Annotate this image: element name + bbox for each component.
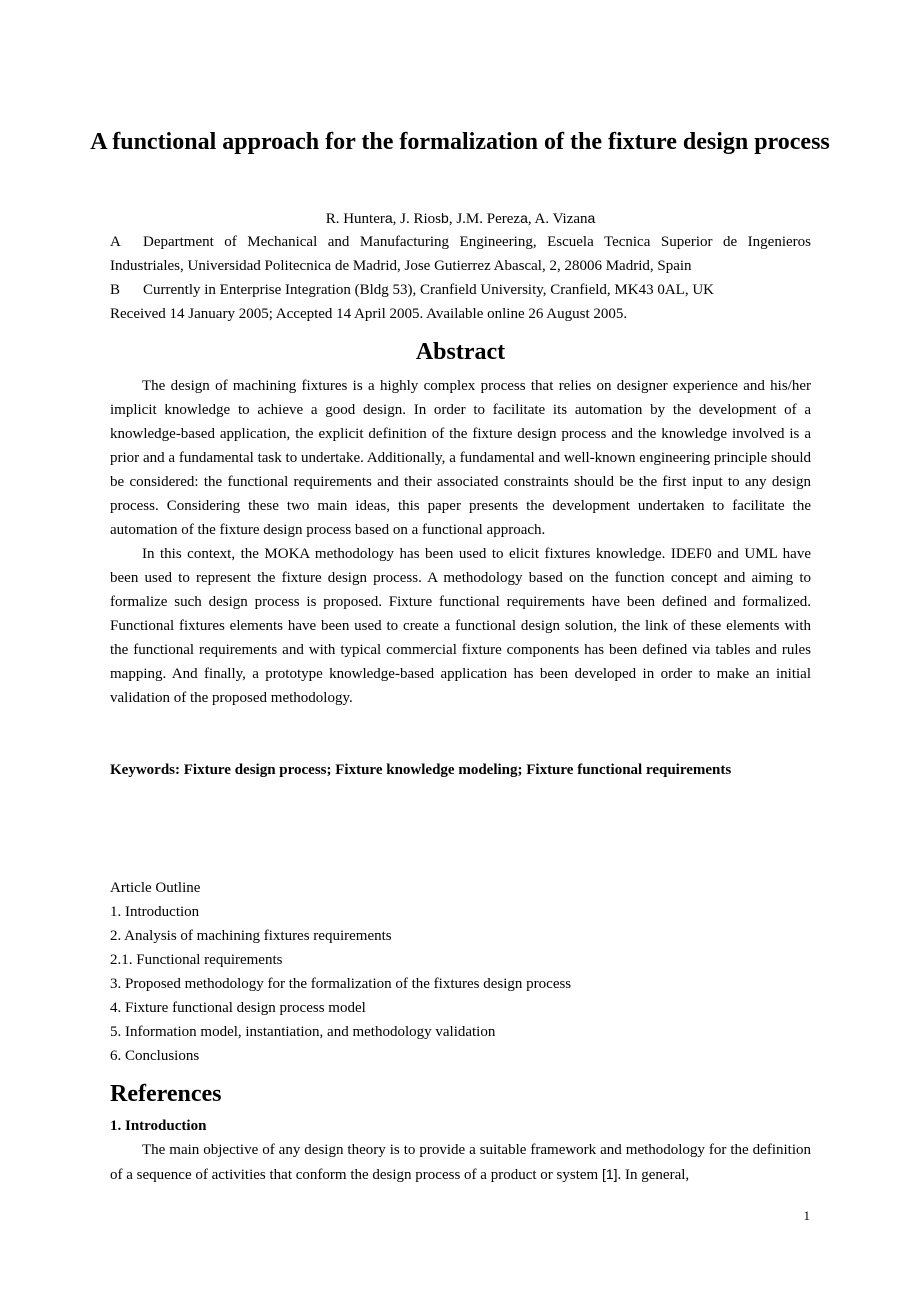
outline-item: 1. Introduction <box>110 904 200 920</box>
outline-item: 6. Conclusions <box>110 1048 200 1064</box>
paper-title: A functional approach for the formalization of the fixture design process <box>90 129 830 155</box>
author-name: , J.M. Perez <box>448 211 521 227</box>
author-affiliation-mark: a <box>384 210 393 226</box>
affiliation-label: A <box>110 234 121 250</box>
references-heading: References <box>110 1081 222 1107</box>
outline-item: 4. Fixture functional design process model <box>110 1000 366 1016</box>
outline-item: 2. Analysis of machining fixtures requirements <box>110 928 392 944</box>
keywords: Keywords: Fixture design process; Fixture knowledge modeling; Fixture functional requirements <box>110 762 732 778</box>
affiliations <box>110 230 811 326</box>
introduction-text: . In general, <box>617 1167 690 1183</box>
introduction-text: The main objective of any design theory is to provide a suitable framework and methodology for the definition of a sequence of activities that conform the design process of a product or system <box>110 1142 811 1183</box>
outline-item: 3. Proposed methodology for the formalization of the fixtures design process <box>110 976 572 992</box>
author-affiliation-mark: a <box>520 210 528 226</box>
abstract-heading: Abstract <box>415 339 506 365</box>
outline-item: 5. Information model, instantiation, and methodology validation <box>110 1024 496 1040</box>
author-affiliation-mark: a <box>587 210 596 226</box>
outline-heading: Article Outline <box>110 880 201 896</box>
affiliation-a <box>110 230 811 278</box>
citation-link[interactable]: [1] <box>601 1166 618 1182</box>
author-name: , J. Rios <box>392 211 442 227</box>
article-outline <box>110 876 811 1068</box>
keywords-block <box>110 758 811 782</box>
affiliation-label: B <box>110 282 121 298</box>
introduction-section <box>110 1114 811 1187</box>
affiliation-text: Currently in Enterprise Integration (Bldg 53), Cranfield University, Cranfield, MK43 0AL, UK <box>143 282 714 298</box>
page-number: 1 <box>803 1208 810 1223</box>
abstract-paragraph: In this context, the MOKA methodology has been used to elicit fixtures knowledge. IDEF0 and UML have been used to represent the fixture design process. A methodology based on the function concept and aiming to formalize such design process is proposed. Fixture functional requirements have been defined and formalized. Functional fixtures elements have been used to create a functional design solution, the link of these elements with the functional requirements and with typical commercial fixture components has been defined via tables and rules mapping. And finally, a prototype knowledge-based application has been developed in order to make an initial validation of the proposed methodology. <box>110 546 811 706</box>
author-affiliation-mark: b <box>441 210 449 226</box>
author-name: , A. Vizan <box>527 211 588 227</box>
introduction-heading: 1. Introduction <box>110 1118 207 1134</box>
affiliation-text: Department of Mechanical and Manufacturing Engineering, Escuela Tecnica Superior de Ingenieros Industriales, Universidad Politecnica de Madrid, Jose Gutierrez Abascal, 2, 28006 Madrid, Spain <box>110 234 811 274</box>
introduction-paragraph <box>110 1138 811 1187</box>
received-dates: Received 14 January 2005; Accepted 14 April 2005. Available online 26 August 2005. <box>110 306 628 322</box>
author-name: R. Hunter <box>325 211 385 227</box>
abstract-paragraph: The design of machining fixtures is a highly complex process that relies on designer experience and his/her implicit knowledge to achieve a good design. In order to facilitate its automation by the development of a knowledge-based application, the explicit definition of the fixture design process and the knowledge involved is a prior and a fundamental task to undertake. Additionally, a fundamental and well-known engineering principle should be considered: the functional requirements and their associated constraints should be the first input to any design process. Considering these two main ideas, this paper presents the development undertaken to facilitate the automation of the fixture design process based on a functional approach. <box>110 378 811 538</box>
references-section <box>110 1078 811 1110</box>
outline-item: 2.1. Functional requirements <box>110 952 283 968</box>
affiliation-b <box>110 278 811 302</box>
author-list <box>110 206 811 231</box>
abstract-section <box>110 336 811 368</box>
abstract-body <box>110 374 811 710</box>
